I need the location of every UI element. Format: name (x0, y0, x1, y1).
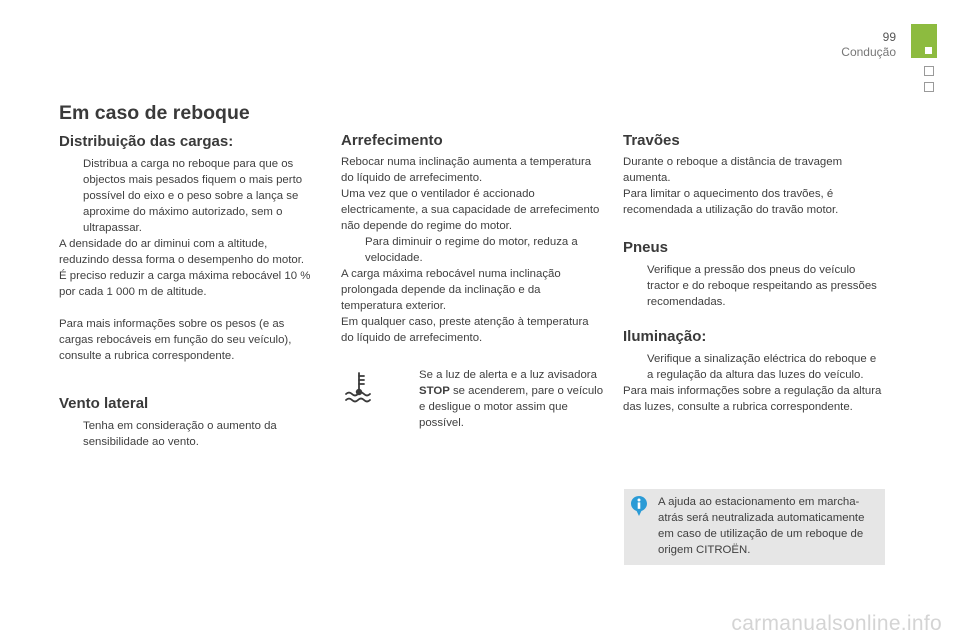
bullet-iluminacao (623, 351, 885, 383)
info-text: A ajuda ao estacionamento em marcha-atrás será neutralizada automaticamente em caso de utilização de um reboque de origem CITROËN. (658, 496, 865, 556)
coolant-warning-note (399, 367, 609, 431)
watermark: carmanualsonline.info (731, 612, 942, 635)
bullet-vento (59, 418, 314, 450)
paragraph-carga: A carga máxima rebocável numa inclinação prolongada depende da inclinação e da temperatura exterior. (341, 268, 561, 312)
paragraph-ventilador: Uma vez que o ventilador é accionado electricamente, a sua capacidade de arrefecimento não depende do regime do motor. (341, 188, 600, 232)
paragraph-regulacao: Para mais informações sobre a regulação da altura das luzes, consulte a rubrica correspondente. (623, 385, 882, 413)
bullet-text: Verifique a pressão dos pneus do veículo tractor e do reboque respeitando as pressões recomendadas. (647, 264, 877, 308)
page-number: 99 (882, 30, 896, 44)
paragraph-travao-motor: Para limitar o aquecimento dos travões, é recomendada a utilização do travão motor. (623, 188, 839, 216)
paragraph-inclinacao: Rebocar numa inclinação aumenta a temperatura do líquido de arrefecimento. (341, 156, 592, 184)
bullet-cargas (59, 156, 314, 236)
chapter-tab (911, 24, 937, 58)
stop-label: STOP (419, 385, 450, 397)
warning-text-post: se acenderem, pare o veículo e desligue o motor assim que possível. (419, 385, 604, 429)
column-left (59, 132, 314, 450)
info-box (624, 489, 885, 565)
paragraph-mais-info: Para mais informações sobre os pesos (e as cargas rebocáveis em função do seu veículo), consulte a rubrica correspondente. (59, 318, 292, 362)
chapter-tab-marker (925, 47, 932, 54)
column-middle (341, 131, 603, 346)
heading-arrefecimento: Arrefecimento (341, 132, 443, 149)
bullet-text: Para diminuir o regime do motor, reduza a velocidade. (365, 236, 578, 264)
chapter-box (924, 66, 934, 76)
heading-iluminacao: Iluminação: (623, 328, 707, 345)
bullet-text: Distribua a carga no reboque para que os objectos mais pesados fiquem o mais perto possível do eixo e o peso sobre a lança se aproxime do máximo autorizado, sem o ultrapassar. (83, 158, 303, 234)
column-right (623, 131, 885, 415)
heading-vento: Vento lateral (59, 395, 149, 412)
paragraph-atencao: Em qualquer caso, preste atenção à temperatura do líquido de arrefecimento. (341, 316, 589, 344)
heading-pneus: Pneus (623, 239, 669, 256)
paragraph-travagem: Durante o reboque a distância de travagem aumenta. (623, 156, 843, 184)
bullet-text: Verifique a sinalização eléctrica do reboque e a regulação da altura das luzes do veículo. (647, 353, 877, 381)
heading-travoes: Travões (623, 132, 680, 149)
bullet-text: Tenha em consideração o aumento da sensibilidade ao vento. (83, 420, 277, 448)
chapter-box (924, 82, 934, 92)
warning-text-pre: Se a luz de alerta e a luz avisadora (419, 369, 597, 381)
page-title: Em caso de reboque (59, 102, 250, 124)
bullet-regime (341, 234, 603, 266)
section-name: Condução (841, 45, 896, 59)
info-icon (631, 496, 647, 516)
heading-cargas: Distribuição das cargas: (59, 133, 234, 150)
paragraph-densidade: A densidade do ar diminui com a altitude, reduzindo dessa forma o desempenho do motor. É preciso reduzir a carga máxima rebocável 10 % por cada 1 000 m de altitude. (59, 238, 311, 298)
bullet-pneus (623, 262, 885, 310)
coolant-temperature-warning-icon (343, 371, 375, 405)
